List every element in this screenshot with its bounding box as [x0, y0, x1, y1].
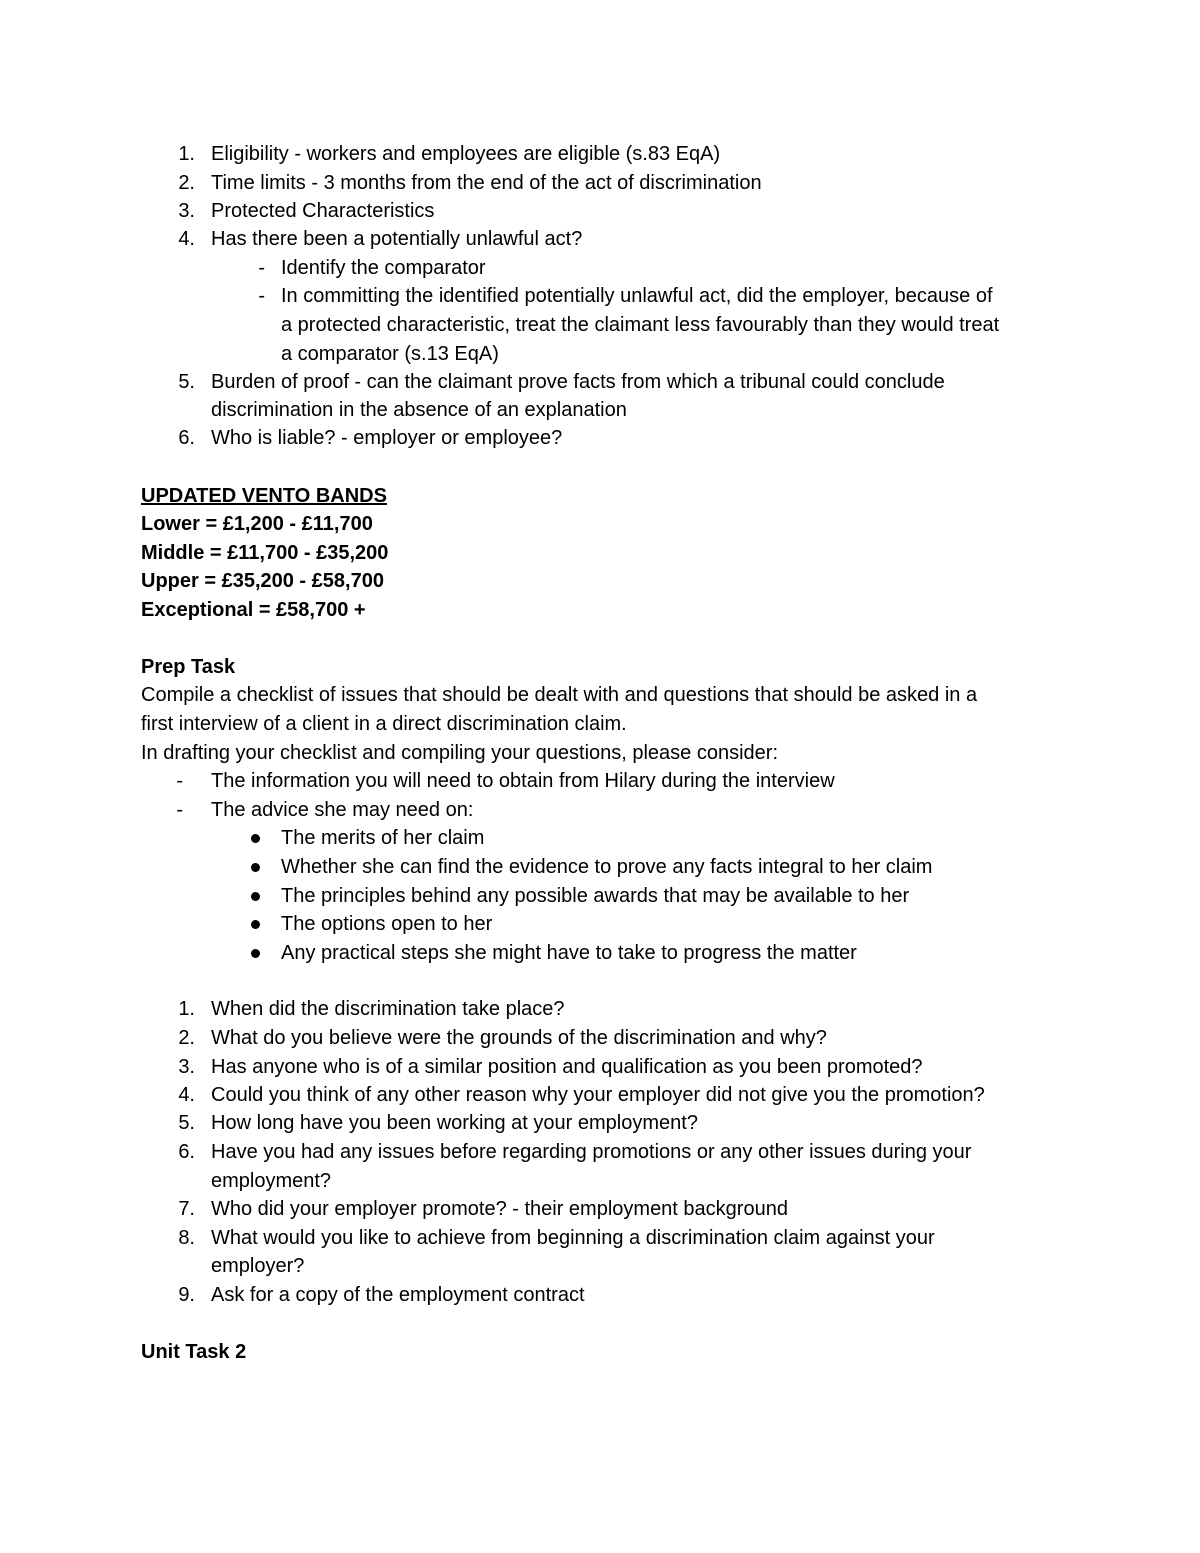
list-text: Has there been a potentially unlawful act? — [211, 228, 583, 250]
paragraph-line: In drafting your checklist and compiling your questions, please consider: — [141, 742, 779, 764]
list-text: The principles behind any possible awards that may be available to her — [281, 885, 910, 907]
list-text: The options open to her — [281, 913, 493, 935]
list-number: 3. — [178, 200, 195, 222]
list-text: Any practical steps she might have to take to progress the matter — [281, 942, 857, 964]
list-text: Has anyone who is of a similar position and qualification as you been promoted? — [211, 1056, 923, 1078]
list-number: 1. — [178, 998, 195, 1020]
bullet-icon — [251, 834, 260, 843]
list-number: 4. — [178, 1084, 195, 1106]
list-text: Have you had any issues before regarding promotions or any other issues during your — [211, 1141, 972, 1163]
list-number: 5. — [178, 371, 195, 393]
vento-heading: UPDATED VENTO BANDS — [141, 485, 387, 507]
vento-band-lower: Lower = £1,200 - £11,700 — [141, 513, 373, 535]
unit-task-heading: Unit Task 2 — [141, 1341, 247, 1363]
list-text: Could you think of any other reason why your employer did not give you the promotion? — [211, 1084, 985, 1106]
list-text: In committing the identified potentially unlawful act, did the employer, because of — [281, 285, 993, 307]
dash-marker: - — [258, 257, 265, 279]
list-number: 1. — [178, 143, 195, 165]
list-number: 6. — [178, 427, 195, 449]
list-number: 2. — [178, 1027, 195, 1049]
list-number: 2. — [178, 172, 195, 194]
list-text: Burden of proof - can the claimant prove facts from which a tribunal could conclude — [211, 371, 945, 393]
bullet-icon — [251, 892, 260, 901]
list-number: 7. — [178, 1198, 195, 1220]
list-number: 5. — [178, 1112, 195, 1134]
list-number: 3. — [178, 1056, 195, 1078]
list-text: When did the discrimination take place? — [211, 998, 565, 1020]
list-text: Ask for a copy of the employment contract — [211, 1284, 585, 1306]
list-text: a comparator (s.13 EqA) — [281, 343, 499, 365]
list-text: Protected Characteristics — [211, 200, 435, 222]
paragraph-line: Compile a checklist of issues that should be dealt with and questions that should be asked in a — [141, 684, 978, 706]
list-text: Eligibility - workers and employees are eligible (s.83 EqA) — [211, 143, 721, 165]
bullet-icon — [251, 920, 260, 929]
list-text: Identify the comparator — [281, 257, 486, 279]
list-text: discrimination in the absence of an explanation — [211, 399, 627, 421]
bullet-icon — [251, 863, 260, 872]
list-text: What do you believe were the grounds of the discrimination and why? — [211, 1027, 827, 1049]
list-text: The advice she may need on: — [211, 799, 474, 821]
list-text: employer? — [211, 1255, 305, 1277]
list-number: 4. — [178, 228, 195, 250]
paragraph-line: first interview of a client in a direct discrimination claim. — [141, 713, 627, 735]
list-text: How long have you been working at your employment? — [211, 1112, 698, 1134]
prep-task-heading: Prep Task — [141, 656, 236, 678]
vento-band-exceptional: Exceptional = £58,700 + — [141, 599, 366, 621]
vento-band-upper: Upper = £35,200 - £58,700 — [141, 570, 384, 592]
list-text: The merits of her claim — [281, 827, 485, 849]
list-text: Who did your employer promote? - their employment background — [211, 1198, 788, 1220]
list-text: Who is liable? - employer or employee? — [211, 427, 563, 449]
list-text: Whether she can find the evidence to prove any facts integral to her claim — [281, 856, 933, 878]
dash-marker: - — [258, 285, 265, 307]
list-text: What would you like to achieve from beginning a discrimination claim against your — [211, 1227, 935, 1249]
list-text: The information you will need to obtain from Hilary during the interview — [211, 770, 835, 792]
dash-marker: - — [176, 770, 183, 792]
list-text: a protected characteristic, treat the claimant less favourably than they would treat — [281, 314, 1000, 336]
list-text: employment? — [211, 1170, 332, 1192]
list-number: 6. — [178, 1141, 195, 1163]
list-text: Time limits - 3 months from the end of the act of discrimination — [211, 172, 762, 194]
bullet-icon — [251, 949, 260, 958]
dash-marker: - — [176, 799, 183, 821]
list-number: 8. — [178, 1227, 195, 1249]
vento-band-middle: Middle = £11,700 - £35,200 — [141, 542, 389, 564]
list-number: 9. — [178, 1284, 195, 1306]
